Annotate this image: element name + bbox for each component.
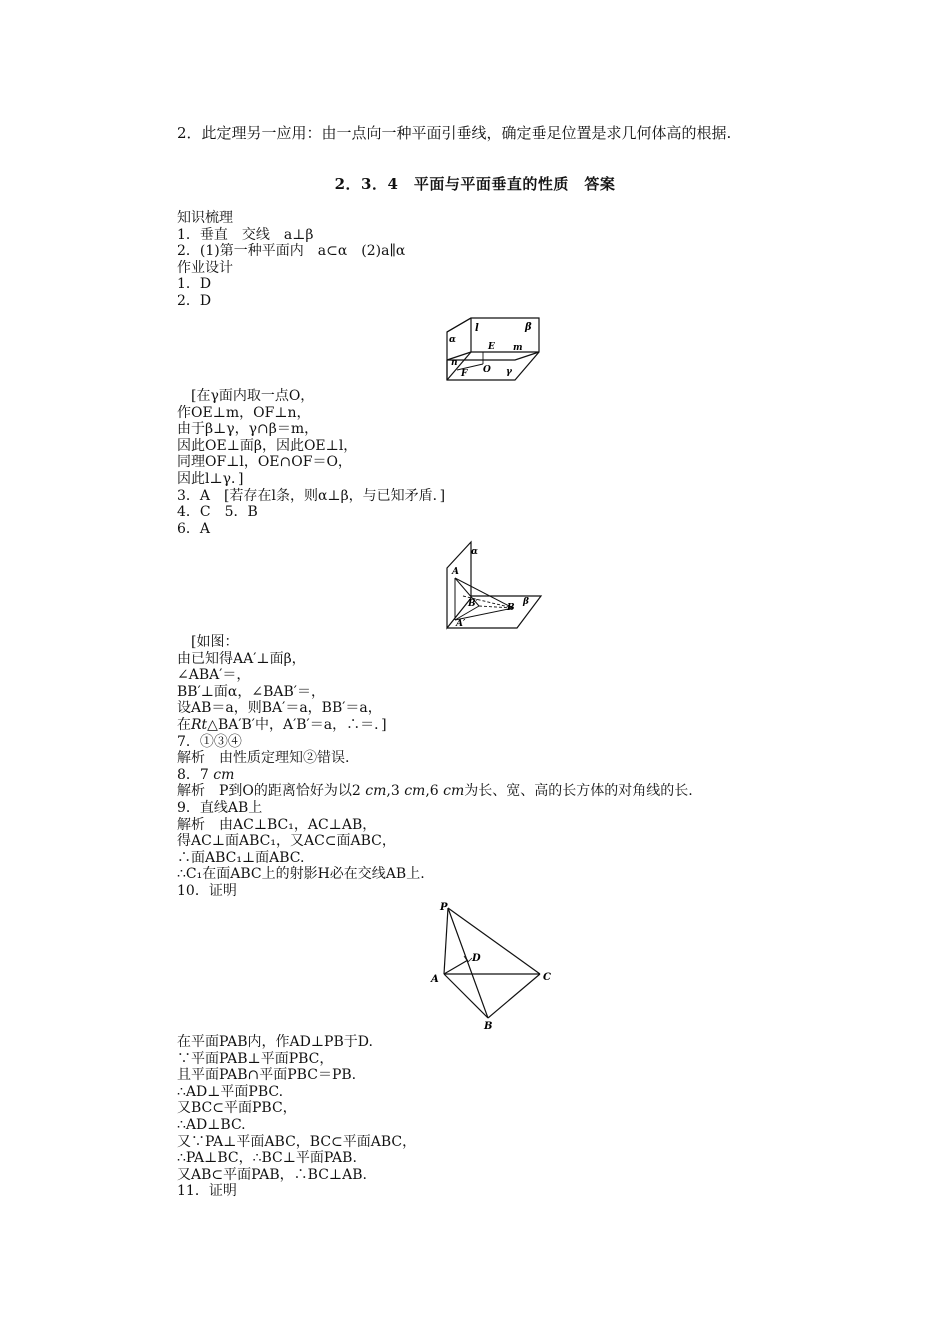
- text-line: ∴AD⊥平面PBC.: [177, 1083, 284, 1100]
- figure-planes-box: [443, 314, 543, 384]
- fig3-label: C: [543, 972, 551, 983]
- text-line: ∠ABA′＝，: [177, 667, 251, 684]
- text-line: 又AB⊂平面PAB，∴BC⊥AB.: [177, 1166, 367, 1183]
- answers-part-1: [177, 210, 405, 310]
- fig1-label: γ: [506, 367, 512, 377]
- text-span: △BA′B′中，A′B′＝a，∴＝．]: [207, 716, 387, 733]
- fig1-label: O: [483, 365, 491, 375]
- text-line: 又∵PA⊥平面ABC，BC⊂平面ABC，: [177, 1133, 417, 1150]
- text-line: ∵平面PAB⊥平面PBC，: [177, 1050, 334, 1067]
- answers-part-4: [177, 1034, 416, 1200]
- fig2-label: B: [507, 603, 515, 613]
- fig2-label: A′: [456, 619, 466, 629]
- fig1-label: E: [488, 342, 495, 352]
- fig3-label: A: [431, 974, 439, 985]
- text-line: 因此l⊥γ．]: [177, 470, 244, 487]
- text-line: BB′⊥面α，∠BAB′＝，: [177, 683, 325, 700]
- text-span: ,6: [425, 783, 444, 800]
- text-line: ∴C₁在面ABC上的射影H必在交线AB上.: [177, 866, 425, 883]
- figure-dihedral-planes-drawing: [443, 538, 545, 632]
- text-span: ,3: [386, 783, 405, 800]
- fig1-label: β: [525, 322, 532, 333]
- intro-paragraph: 2．此定理另一应用：由一点向一种平面引垂线，确定垂足位置是求几何体高的根据.: [177, 124, 732, 142]
- fig3-label: B: [484, 1021, 493, 1032]
- fig2-label: α: [471, 547, 478, 557]
- text-span: Rt: [191, 716, 208, 733]
- text-line: [177, 783, 693, 800]
- text-line: 解析 由性质定理知②错误.: [177, 750, 350, 767]
- answers-part-3: [177, 634, 693, 900]
- text-line: 且平面PAB∩平面PBC＝PB.: [177, 1067, 357, 1084]
- text-span: cm: [443, 783, 465, 800]
- text-line: 11．证明: [177, 1183, 237, 1200]
- text-line: 作OE⊥m，OF⊥n，: [177, 404, 311, 421]
- text-line: 在平面PAB内，作AD⊥PB于D.: [177, 1034, 373, 1050]
- figure-dihedral-planes: [443, 538, 545, 632]
- figure-planes-box-drawing: [443, 314, 543, 384]
- text-line: 由已知得AA′⊥面β，: [177, 650, 306, 667]
- fig1-label: m: [513, 343, 523, 353]
- text-line: 1．D: [177, 276, 212, 293]
- text-line: [在γ面内取一点O，: [177, 388, 315, 404]
- text-span: cm: [404, 783, 426, 800]
- text-span: cm: [213, 766, 235, 783]
- text-line: 3．A [若存在l条，则α⊥β，与已知矛盾．]: [177, 487, 446, 504]
- fig2-label: B′: [468, 599, 478, 609]
- text-line: 7．①③④: [177, 733, 242, 750]
- text-line: 9．直线AB上: [177, 799, 263, 816]
- text-line: 又BC⊂平面PBC，: [177, 1100, 297, 1117]
- text-line: ∴面ABC₁⊥面ABC.: [177, 849, 305, 866]
- answers-part-2: [177, 388, 445, 537]
- text-line: ∴AD⊥BC.: [177, 1116, 246, 1133]
- section-title: 2．3．4 平面与平面垂直的性质 答案: [334, 175, 616, 193]
- text-line: 因此OE⊥面β，因此OE⊥l，: [177, 437, 358, 454]
- text-line: ∴PA⊥BC，∴BC⊥平面PAB.: [177, 1150, 357, 1167]
- text-span: 在: [177, 716, 191, 733]
- text-line: 6．A: [177, 520, 211, 537]
- text-line: [177, 717, 693, 734]
- text-line: [177, 767, 693, 784]
- fig1-label: α: [449, 335, 456, 345]
- text-line: 知识梳理: [177, 210, 233, 226]
- figure-tetrahedron-drawing: [428, 898, 560, 1032]
- fig3-label: P: [440, 902, 448, 913]
- text-line: 同理OF⊥l，OE∩OF＝O，: [177, 454, 352, 471]
- text-line: 2．D: [177, 292, 212, 309]
- text-line: 2．(1)第一种平面内 a⊂α (2)a∥α: [177, 243, 406, 260]
- text-line: [如图：: [177, 634, 239, 650]
- text-line: 解析 由AC⊥BC₁，AC⊥AB，: [177, 816, 377, 833]
- fig2-label: A: [452, 567, 459, 577]
- text-line: 得AC⊥面ABC₁，又AC⊂面ABC，: [177, 833, 396, 850]
- text-line: 4．C 5．B: [177, 504, 258, 521]
- text-line: 作业设计: [177, 259, 233, 276]
- text-line: 由于β⊥γ，γ∩β＝m，: [177, 421, 319, 438]
- text-span: 8．7: [177, 766, 214, 783]
- text-line: 10．证明: [177, 882, 237, 899]
- figure-tetrahedron: [428, 898, 560, 1032]
- text-span: cm: [365, 783, 387, 800]
- fig3-label: D: [472, 953, 481, 964]
- text-line: 1．垂直 交线 a⊥β: [177, 226, 314, 243]
- fig2-label: β: [523, 597, 529, 607]
- fig1-label: F: [461, 369, 468, 379]
- fig1-label: n: [451, 358, 458, 368]
- text-line: 设AB＝a，则BA′＝a，BB′＝a，: [177, 700, 382, 717]
- text-span: 解析 P到O的距离恰好为以2: [177, 783, 366, 800]
- fig1-label: l: [475, 323, 479, 334]
- text-span: 为长、宽、高的长方体的对角线的长.: [464, 783, 693, 800]
